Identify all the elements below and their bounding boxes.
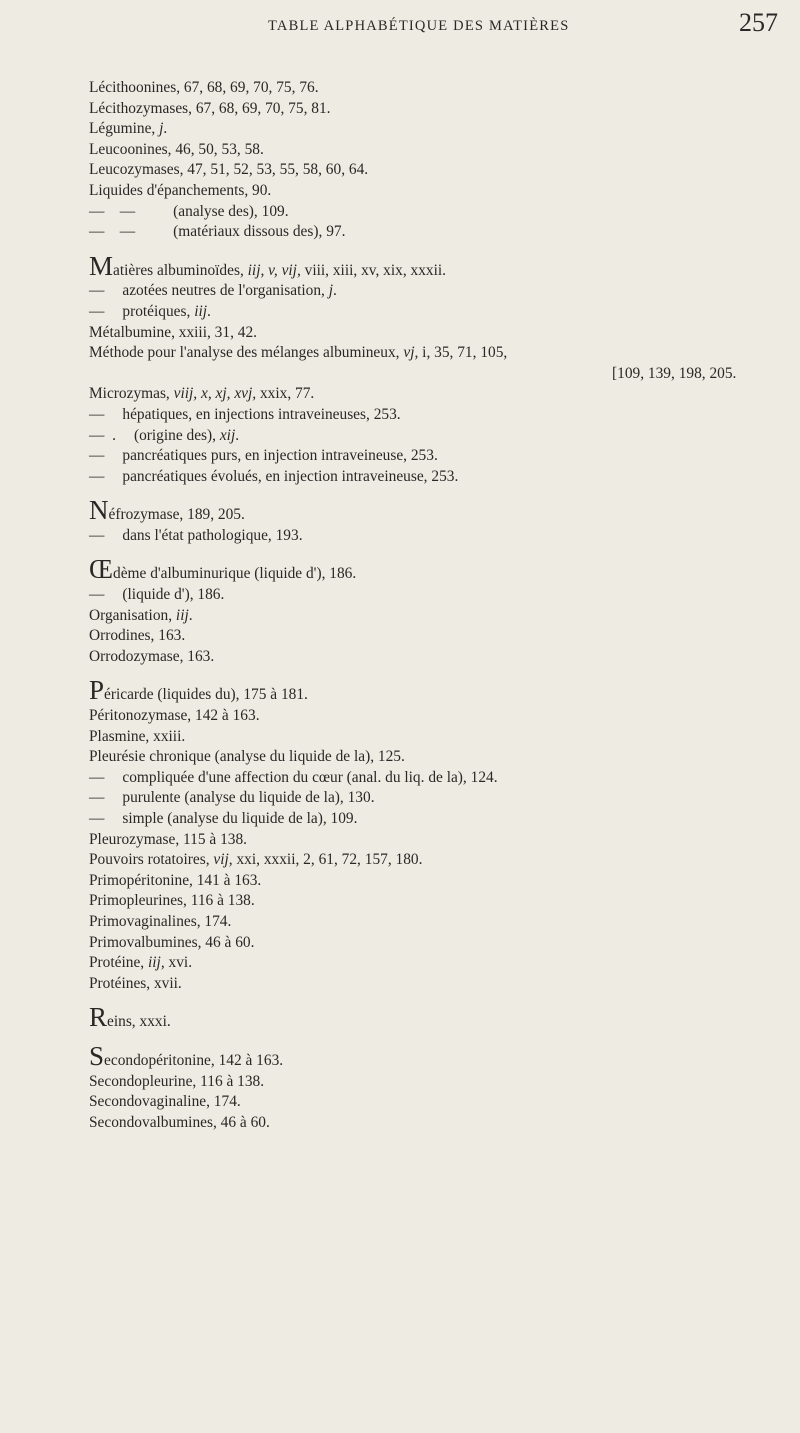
index-entry	[0, 891, 800, 912]
index-subentry	[0, 426, 800, 447]
index-entry	[0, 554, 800, 585]
entry-text: protéiques,	[122, 302, 195, 320]
section-gap	[0, 243, 800, 261]
index-entry	[0, 647, 800, 668]
index-subentry	[0, 809, 800, 830]
ditto-dash: — —	[89, 202, 136, 220]
index-entry	[0, 78, 800, 99]
index-entry	[0, 1002, 800, 1033]
entry-text: dème d'albuminurique (liquide d'), 186.	[113, 565, 357, 583]
section-initial: N	[89, 495, 109, 526]
entry-italic-ref: j	[159, 120, 164, 138]
entry-text: Primopéritonine, 141 à 163.	[89, 871, 262, 889]
entry-text: Légumine,	[89, 120, 160, 138]
entry-pages: viii, xiii, xv, xix, xxxii.	[300, 261, 447, 279]
entry-text: Secondovalbumines, 46 à 60.	[89, 1113, 270, 1131]
page-header	[0, 8, 800, 42]
entry-italic-ref: iij,	[148, 954, 165, 972]
entry-text: pancréatiques purs, en injection intraveineuse, 253.	[122, 447, 438, 465]
ditto-dash: —	[89, 302, 105, 320]
entry-text: Organisation,	[89, 606, 176, 624]
index-entry	[0, 1113, 800, 1134]
entry-text: (matériaux dissous des), 97.	[173, 223, 346, 241]
entry-pages: .	[207, 302, 211, 320]
section-initial: P	[89, 675, 105, 706]
index-entry	[0, 871, 800, 892]
index-subentry	[0, 788, 800, 809]
entry-pages: .	[333, 282, 337, 300]
section-initial: M	[89, 250, 114, 281]
entry-pages: xxi, xxxii, 2, 61, 72, 157, 180.	[232, 851, 423, 869]
index-entry	[0, 250, 800, 282]
entry-pages: .	[188, 606, 193, 624]
entry-text: Protéine,	[89, 954, 148, 972]
entry-text: (analyse des), 109.	[173, 202, 289, 220]
ditto-dash: —	[89, 789, 105, 807]
index-subentry	[0, 222, 800, 243]
ditto-dash: —	[89, 810, 105, 827]
entry-italic-ref: iij	[194, 302, 208, 320]
index-subentry	[0, 446, 800, 467]
entry-text: (liquide d'), 186.	[122, 586, 225, 604]
entry-text: pancréatiques évolués, en injection intraveineuse, 253.	[122, 467, 459, 485]
entry-italic-ref: iij	[175, 606, 189, 624]
entry-text: Pleurozymase, 115 à 138.	[89, 830, 248, 848]
index-subentry	[0, 202, 800, 223]
ditto-dash: —	[89, 586, 105, 604]
section-initial: R	[89, 1002, 108, 1033]
index-entry	[0, 140, 800, 161]
index-entry	[0, 495, 800, 526]
index-entry	[0, 912, 800, 933]
entry-text: Lécithozymases, 67, 68, 69, 70, 75, 81.	[89, 99, 331, 117]
entry-text: Secondopleurine, 116 à 138.	[89, 1072, 265, 1090]
entry-text: dans l'état pathologique, 193.	[122, 526, 303, 544]
section-gap	[0, 994, 800, 1012]
index-entry	[0, 706, 800, 727]
entry-text: purulente (analyse du liquide de la), 130.	[122, 789, 375, 807]
index-entry	[0, 119, 800, 140]
index-entry	[0, 1040, 800, 1072]
entry-pages: i, 35, 71, 105,	[418, 344, 508, 362]
index-subentry	[0, 526, 800, 547]
index-entry	[0, 160, 800, 181]
entry-text: azotées neutres de l'organisation,	[122, 282, 329, 300]
ditto-dash: —	[89, 405, 105, 423]
entry-pages: .	[235, 426, 240, 444]
ditto-dash: —	[89, 447, 105, 465]
entry-text: Liquides d'épanchements, 90.	[89, 181, 272, 199]
index-entry	[0, 1092, 800, 1113]
index-list	[0, 78, 800, 1133]
index-entry	[0, 323, 800, 344]
entry-italic-ref: xij	[219, 426, 236, 444]
page-number: 257	[739, 8, 778, 37]
entry-text: [109, 139, 198, 205.	[612, 364, 737, 382]
entry-text: Leucozymases, 47, 51, 52, 53, 55, 58, 60, 64.	[89, 161, 369, 179]
index-subentry	[0, 405, 800, 426]
entry-pages: .	[163, 120, 168, 138]
entry-text: Pleurésie chronique (analyse du liquide de la), 125.	[89, 748, 405, 766]
entry-text: Microzymas,	[89, 385, 174, 403]
index-entry	[0, 384, 800, 405]
index-entry	[0, 747, 800, 768]
entry-text: éricarde (liquides du), 175 à 181.	[104, 686, 308, 704]
section-gap	[0, 1033, 800, 1051]
entry-text: Péritonozymase, 142 à 163.	[89, 707, 260, 725]
section-gap	[0, 487, 800, 505]
running-title: TABLE ALPHABÉTIQUE DES MATIÈRES	[268, 18, 570, 34]
ditto-dash: —	[89, 467, 105, 485]
entry-text: Primopleurines, 116 à 138.	[89, 892, 255, 910]
entry-italic-ref: viij, x, xj, xvj,	[173, 385, 257, 403]
ditto-dash: —	[89, 768, 105, 786]
index-entry	[0, 1072, 800, 1093]
entry-text: eins, xxxi.	[107, 1013, 171, 1031]
entry-text: simple (analyse du liquide de la), 109.	[122, 810, 358, 827]
entry-text: Orrodozymase, 163.	[89, 647, 215, 665]
index-entry	[0, 606, 800, 627]
entry-text: atières albuminoïdes,	[113, 261, 248, 279]
index-subentry	[0, 302, 800, 323]
entry-text: Pouvoirs rotatoires,	[89, 851, 214, 869]
entry-text: Orrodines, 163.	[89, 627, 186, 645]
index-entry	[0, 933, 800, 954]
entry-text: Primovaginalines, 174.	[89, 912, 232, 930]
entry-italic-ref: vj,	[403, 344, 419, 362]
index-continuation	[0, 364, 800, 385]
entry-text: (origine des),	[133, 426, 220, 444]
entry-text: Plasmine, xxiii.	[89, 727, 186, 745]
index-subentry	[0, 281, 800, 302]
entry-text: Secondovaginaline, 174.	[89, 1093, 241, 1111]
index-subentry	[0, 768, 800, 789]
entry-text: éfrozymase, 189, 205.	[108, 506, 245, 524]
entry-text: hépatiques, en injections intraveineuses, 253.	[122, 405, 401, 423]
ditto-dash: —	[89, 526, 105, 544]
index-entry	[0, 99, 800, 120]
index-entry	[0, 675, 800, 706]
index-subentry	[0, 585, 800, 606]
entry-italic-ref: vij,	[213, 851, 233, 869]
index-entry	[0, 974, 800, 995]
section-gap	[0, 546, 800, 564]
section-gap	[0, 667, 800, 685]
index-entry	[0, 830, 800, 851]
entry-text: Protéines, xvii.	[89, 974, 182, 992]
entry-text: Primovalbumines, 46 à 60.	[89, 933, 255, 951]
entry-pages: xvi.	[164, 954, 193, 972]
index-entry	[0, 953, 800, 974]
index-entry	[0, 626, 800, 647]
entry-text: Méthode pour l'analyse des mélanges albumineux,	[89, 344, 404, 362]
entry-text: compliquée d'une affection du cœur (anal. du liq. de la), 124.	[122, 768, 498, 786]
index-entry	[0, 727, 800, 748]
index-subentry	[0, 467, 800, 488]
ditto-dash: — —	[89, 223, 136, 241]
entry-italic-ref: iij, v, vij,	[247, 261, 301, 279]
index-entry	[0, 343, 800, 364]
ditto-dash: —	[89, 282, 105, 300]
index-entry	[0, 181, 800, 202]
section-initial: Œ	[89, 554, 114, 585]
entry-text: econdopéritonine, 142 à 163.	[104, 1051, 284, 1069]
entry-italic-ref: j	[328, 282, 334, 300]
section-initial: S	[89, 1040, 105, 1071]
entry-text: Lécithoonines, 67, 68, 69, 70, 75, 76.	[89, 79, 319, 96]
entry-text: Métalbumine, xxiii, 31, 42.	[89, 323, 257, 341]
ditto-dash: — .	[89, 426, 116, 444]
entry-pages: xxix, 77.	[256, 385, 315, 403]
index-entry	[0, 850, 800, 871]
entry-text: Leucoonines, 46, 50, 53, 58.	[89, 140, 264, 158]
